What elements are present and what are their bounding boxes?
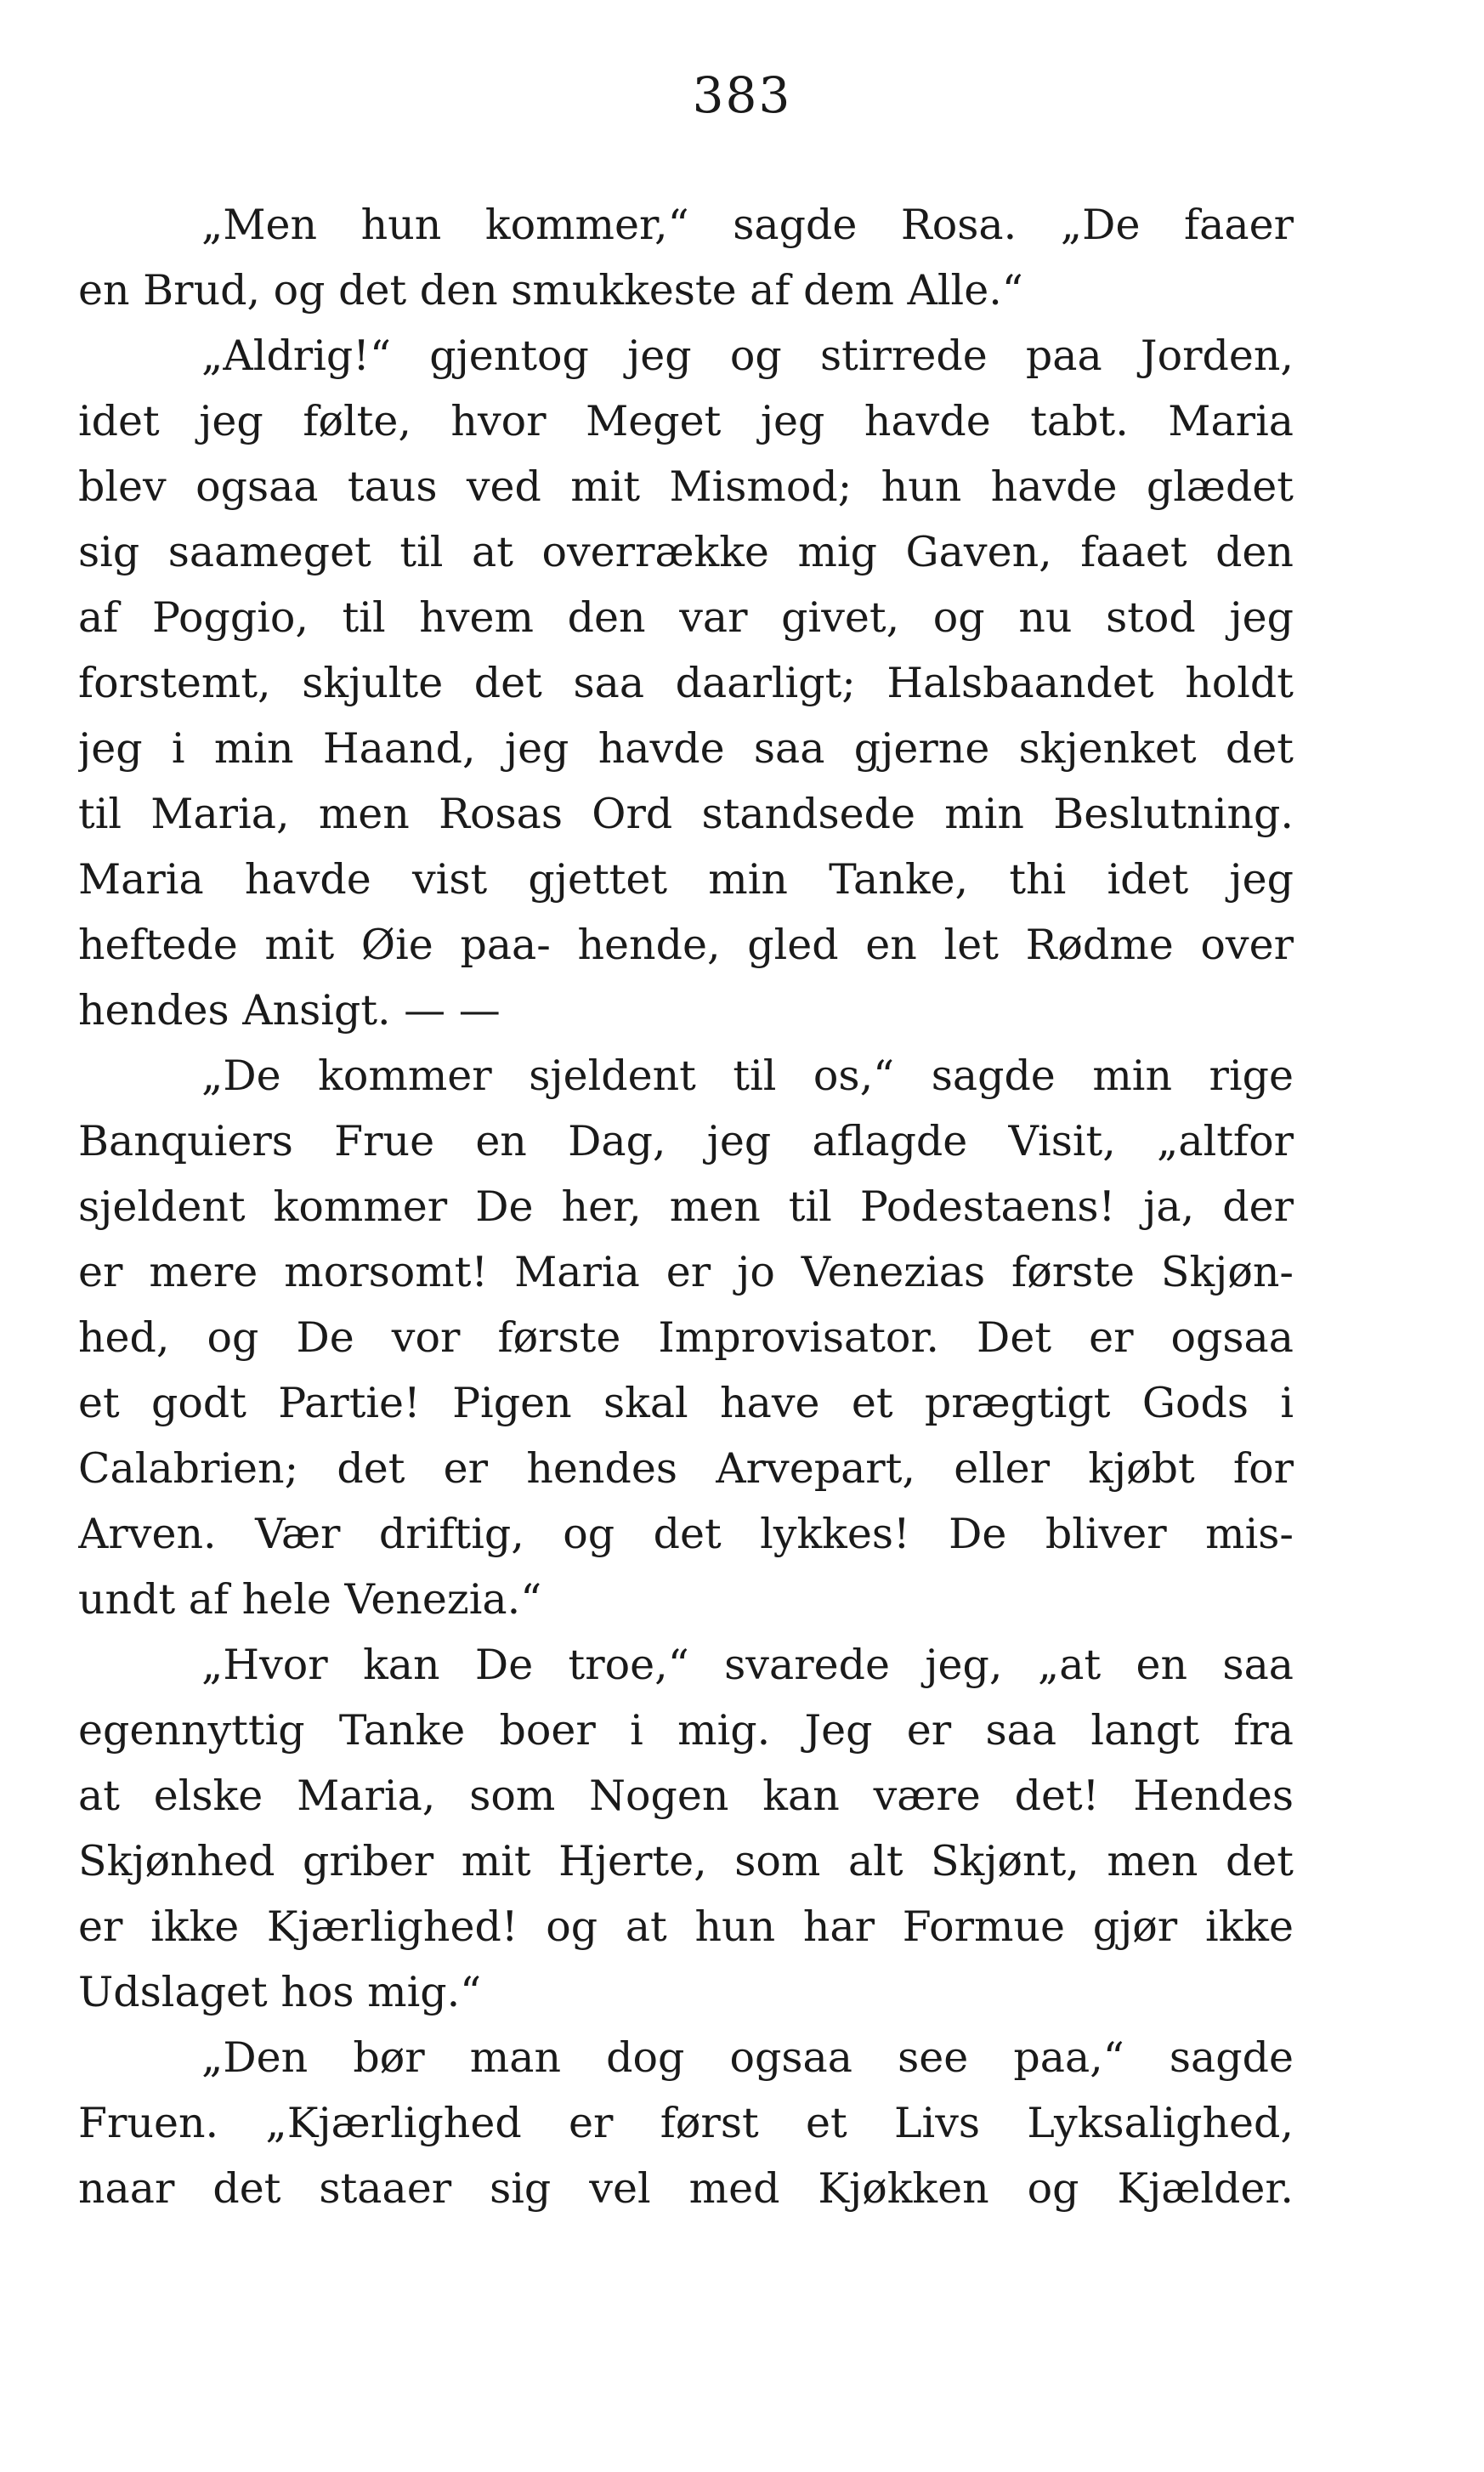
text-line: heftede mit Øie paa- hende, gled en let Rødme over — [78, 921, 1294, 969]
text-line: sig saameget til at overrække mig Gaven, faaet den — [78, 528, 1294, 576]
text-line: Skjønhed griber mit Hjerte, som alt Skjønt, men det — [78, 1837, 1294, 1885]
page-number: 383 — [692, 66, 792, 124]
text-line: jeg i min Haand, jeg havde saa gjerne skjenket det — [78, 724, 1294, 773]
text-line: „Hvor kan De troe,“ svarede jeg, „at en saa — [201, 1641, 1294, 1689]
text-line: at elske Maria, som Nogen kan være det! Hendes — [78, 1772, 1294, 1820]
text-line: Banquiers Frue en Dag, jeg aflagde Visit, „altfor — [78, 1117, 1294, 1165]
text-line: Maria havde vist gjettet min Tanke, thi idet jeg — [78, 855, 1294, 904]
text-line: hendes Ansigt. — — — [78, 986, 501, 1035]
text-line: sjeldent kommer De her, men til Podestaens! ja, der — [78, 1182, 1294, 1231]
text-line: et godt Partie! Pigen skal have et prægtigt Gods i — [78, 1379, 1294, 1427]
text-line: idet jeg følte, hvor Meget jeg havde tabt. Maria — [78, 397, 1294, 445]
text-line: egennyttig Tanke boer i mig. Jeg er saa langt fra — [78, 1706, 1294, 1755]
body-text — [78, 192, 1294, 2221]
text-line: „Men hun kommer,“ sagde Rosa. „De faaer — [201, 201, 1294, 249]
text-line: undt af hele Venezia.“ — [78, 1575, 542, 1624]
text-line: er mere morsomt! Maria er jo Venezias første Skjøn- — [78, 1248, 1294, 1296]
text-line: „Aldrig!“ gjentog jeg og stirrede paa Jorden, — [201, 332, 1294, 380]
text-line: Udslaget hos mig.“ — [78, 1968, 482, 2016]
text-line: Calabrien; det er hendes Arvepart, eller kjøbt for — [78, 1444, 1294, 1493]
text-line: til Maria, men Rosas Ord standsede min Beslutning. — [78, 790, 1294, 838]
text-line: forstemt, skjulte det saa daarligt; Halsbaandet holdt — [78, 659, 1294, 707]
text-line: er ikke Kjærlighed! og at hun har Formue gjør ikke — [78, 1902, 1294, 1951]
text-line: hed, og De vor første Improvisator. Det er ogsaa — [78, 1313, 1294, 1362]
text-line: blev ogsaa taus ved mit Mismod; hun havde glædet — [78, 462, 1294, 511]
text-line: naar det staaer sig vel med Kjøkken og Kjælder. — [78, 2164, 1294, 2213]
text-line: Arven. Vær driftig, og det lykkes! De bliver mis- — [78, 1510, 1294, 1558]
text-line: en Brud, og det den smukkeste af dem Alle.“ — [78, 266, 1023, 315]
text-line: Fruen. „Kjærlighed er først et Livs Lyksalighed, — [78, 2099, 1294, 2147]
text-line: „Den bør man dog ogsaa see paa,“ sagde — [201, 2033, 1294, 2082]
text-line: af Poggio, til hvem den var givet, og nu stod jeg — [78, 593, 1294, 642]
text-line: „De kommer sjeldent til os,“ sagde min rige — [201, 1052, 1294, 1100]
